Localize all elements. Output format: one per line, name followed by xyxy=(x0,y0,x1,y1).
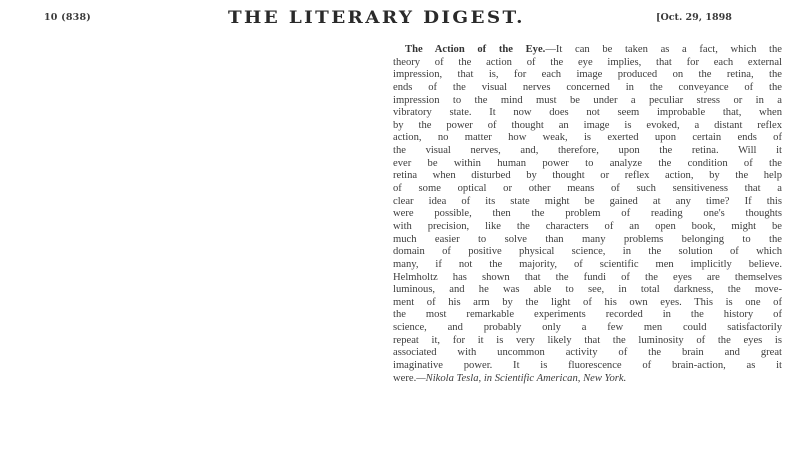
article-line: associated with uncommon activity of the brain and great xyxy=(393,347,782,359)
issue-date: [Oct. 29, 1898 xyxy=(656,12,732,23)
article-line: many, if not the majority, of scientific men implicitly believe. xyxy=(393,258,782,270)
article-line: imaginative power. It is fluorescence of brain-action, as it xyxy=(393,360,782,372)
page-number: 10 (838) xyxy=(44,12,91,23)
article-line: ends of the visual nerves concerned in the conveyance of the xyxy=(393,81,782,93)
article-line: retina when disturbed by thought or reflex action, by the help xyxy=(393,170,782,182)
article-line-text: —It can be taken as a fact, which the xyxy=(545,44,782,55)
article-line xyxy=(393,44,782,57)
article-line: action, no matter how weak, is exerted upon certain ends of xyxy=(393,132,782,144)
article-line: vibratory state. It now does not seem improbable that, when xyxy=(393,107,782,119)
article-line: theory of the action of the eye implies, that for each external xyxy=(393,56,782,68)
article-line: ever be within human power to analyze the condition of the xyxy=(393,157,782,169)
article-line: by the power of thought an image is evoked, a distant reflex xyxy=(393,119,782,131)
article-line: were possible, then the problem of reading one's thoughts xyxy=(393,208,782,220)
article-line: repeat it, for it is very likely that the luminosity of the eyes is xyxy=(393,334,782,346)
article-title: The Action of the Eye. xyxy=(405,44,546,55)
article-line: clear idea of its state might be gained at any time? If this xyxy=(393,195,782,207)
article-line: domain of positive physical science, in the solution of which xyxy=(393,246,782,258)
article-line: with precision, like the characters of an open book, might be xyxy=(393,220,782,232)
article-line: Helmholtz has shown that the fundi of the eyes are themselves xyxy=(393,271,782,283)
article-line: of some optical or other means of such sensitiveness that a xyxy=(393,183,782,195)
article-the-action-of-the-eye xyxy=(393,44,782,385)
article-line: ment of his arm by the light of his own eyes. This is one of xyxy=(393,296,782,308)
article-line: impression to the mind must be under a peculiar stress or in a xyxy=(393,94,782,106)
article-attribution: —Nikola Tesla, in Scientific American, New York. xyxy=(416,372,627,384)
article-line: the most remarkable experiments recorded in the history of xyxy=(393,309,782,321)
masthead-title: THE LITERARY DIGEST. xyxy=(228,8,525,28)
article-line: science, and probably only a few men could satisfactorily xyxy=(393,322,782,334)
article-line: much easier to solve than many problems belonging to the xyxy=(393,233,782,245)
article-line: the visual nerves, and, therefore, upon the retina. Will it xyxy=(393,145,782,157)
article-line: luminous, and he was able to see, in total darkness, the move- xyxy=(393,284,782,296)
page-header xyxy=(0,0,800,36)
article-line xyxy=(393,373,782,386)
closing-text: were. xyxy=(393,372,417,384)
article-line: impression, that is, for each image produced on the retina, the xyxy=(393,69,782,81)
